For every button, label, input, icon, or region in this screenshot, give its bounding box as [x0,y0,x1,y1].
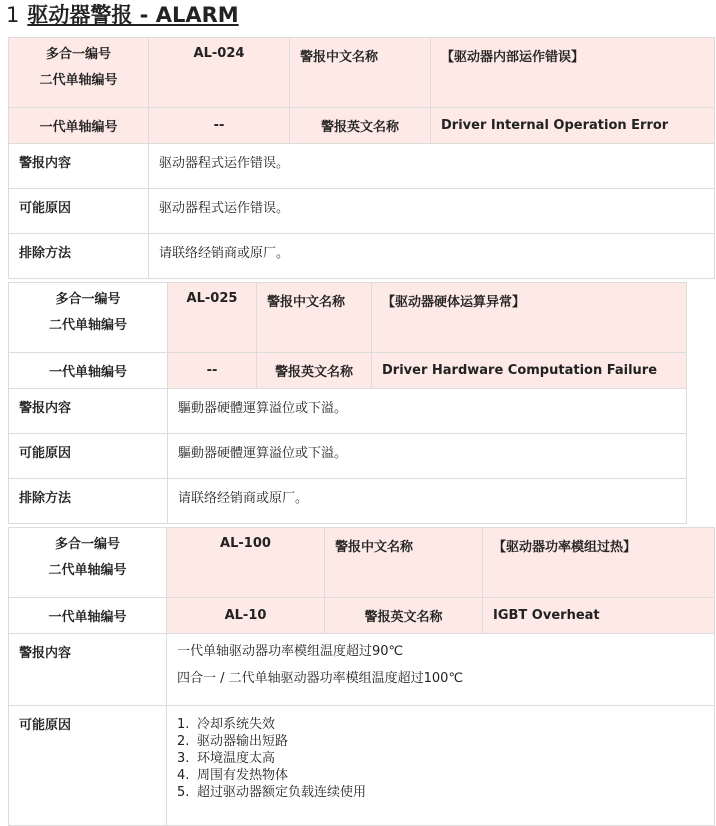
cause-number: 1. [177,717,190,732]
alarm-table-al-025 [8,282,687,524]
cause-label: 可能原因 [9,434,168,479]
gen1-code-value: -- [168,353,257,389]
name-cn-label: 警报中文名称 [325,528,483,598]
cause-item [177,716,704,733]
cause-label: 可能原因 [9,706,167,826]
alarm-table-al-100 [8,527,715,826]
fix-value: 请联络经销商或原厂。 [168,479,687,524]
alarm-code: AL-025 [168,283,257,353]
alarm-code: AL-100 [167,528,325,598]
content-label: 警报内容 [9,144,149,189]
alarm-name-en: Driver Hardware Computation Failure [372,353,687,389]
cause-text: 环境温度太高 [197,751,276,766]
combo-gen2-label-cell [9,38,149,108]
gen1-code-value: -- [149,108,290,144]
cause-number: 3. [177,751,190,766]
fix-label: 排除方法 [9,479,168,524]
gen1-code-label: 一代单轴编号 [9,108,149,144]
gen2-code-label: 二代单轴编号 [48,563,127,578]
alarm-table-al-024 [8,37,715,279]
name-en-label: 警报英文名称 [290,108,431,144]
combo-code-label: 多合一编号 [45,47,111,62]
alarm-name-en: Driver Internal Operation Error [431,108,715,144]
cause-number: 2. [177,734,190,749]
name-en-label: 警报英文名称 [325,598,483,634]
alarm-name-cn: 【驱动器内部运作错误】 [431,38,715,108]
content-value: 驅動器硬體運算溢位或下溢。 [168,389,687,434]
name-cn-label: 警报中文名称 [257,283,372,353]
alarm-code: AL-024 [149,38,290,108]
combo-gen2-label-cell [9,528,167,598]
cause-item [177,767,704,784]
cause-list [177,716,704,801]
cause-list-cell [167,706,715,826]
content-value-cell [167,634,715,706]
cause-number: 5. [177,785,190,800]
content-label: 警报内容 [9,634,167,706]
gen2-code-label: 二代单轴编号 [48,318,127,333]
section-heading [6,0,239,30]
combo-gen2-label-cell [9,283,168,353]
cause-value: 驱动器程式运作错误。 [149,189,715,234]
gen2-code-label: 二代单轴编号 [39,73,118,88]
section-number: 1 [6,3,20,27]
fix-value: 请联络经销商或原厂。 [149,234,715,279]
alarm-name-en: IGBT Overheat [483,598,715,634]
combo-code-label: 多合一编号 [54,537,120,552]
content-line: 一代单轴驱动器功率模组温度超过90℃ [177,644,404,659]
content-line: 四合一 / 二代单轴驱动器功率模组温度超过100℃ [177,671,464,686]
gen1-code-label: 一代单轴编号 [9,353,168,389]
alarm-name-cn: 【驱动器硬体运算异常】 [372,283,687,353]
cause-value: 驅動器硬體運算溢位或下溢。 [168,434,687,479]
gen1-code-value: AL-10 [167,598,325,634]
cause-item [177,733,704,750]
cause-item [177,784,704,801]
cause-number: 4. [177,768,190,783]
combo-code-label: 多合一编号 [55,292,121,307]
fix-label: 排除方法 [9,234,149,279]
section-title: 驱动器警报 - ALARM [27,3,239,27]
cause-text: 驱动器输出短路 [197,734,289,749]
content-value: 驱动器程式运作错误。 [149,144,715,189]
cause-text: 冷却系统失效 [197,717,276,732]
content-label: 警报内容 [9,389,168,434]
cause-item [177,750,704,767]
cause-text: 超过驱动器额定负载连续使用 [197,785,367,800]
cause-label: 可能原因 [9,189,149,234]
gen1-code-label: 一代单轴编号 [9,598,167,634]
name-cn-label: 警报中文名称 [290,38,431,108]
cause-text: 周围有发热物体 [197,768,289,783]
name-en-label: 警报英文名称 [257,353,372,389]
alarm-name-cn: 【驱动器功率模组过热】 [483,528,715,598]
